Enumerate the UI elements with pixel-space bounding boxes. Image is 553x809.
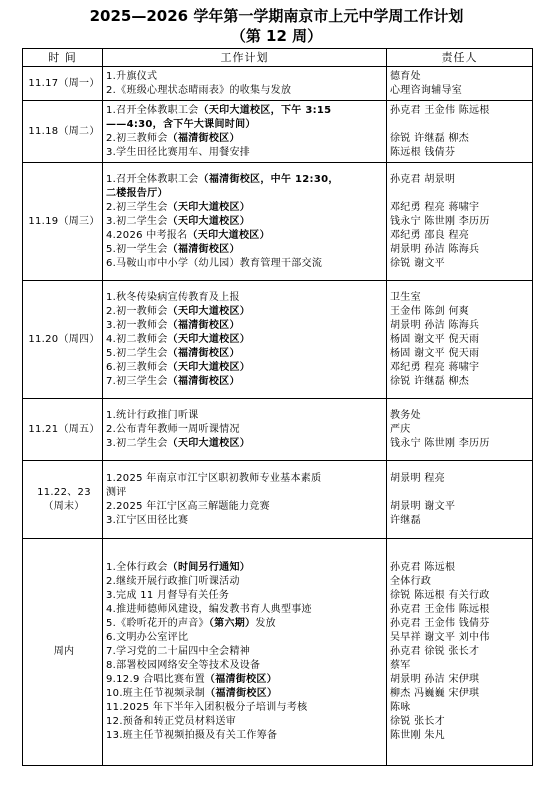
responsible-name: 邓纪勇 邵良 程亮 [390, 229, 470, 241]
plan-item [106, 603, 386, 617]
responsible-name: 杨固 谢文平 倪天雨 [390, 347, 480, 359]
responsible-name: 徐锐 许继磊 柳杰 [390, 375, 470, 387]
responsible-name [390, 486, 532, 500]
responsible-name: 蔡军 [390, 660, 411, 671]
plan-item-location: ——4:30，含下午大课间时间） [106, 118, 256, 130]
date-note: （周末） [43, 500, 85, 512]
plan-item-text: 12.预备和转正党员材料送审 [106, 716, 237, 727]
plan-item [106, 305, 386, 319]
responsible-name: 陈咏 [390, 702, 411, 713]
date-text: 周内 [53, 646, 75, 657]
plan-item-text: 1.2025 年南京市江宁区职初教师专业基本素质 [106, 472, 322, 484]
date-text: 11.20（周四） [28, 333, 100, 345]
plan-item [106, 84, 386, 98]
plan-item-text: 6.文明办公室评比 [106, 632, 189, 643]
plan-item [106, 423, 386, 437]
responsible-name: 钱永宁 陈世刚 李历历 [390, 215, 490, 227]
plan-item [106, 215, 386, 229]
date-cell [23, 281, 103, 399]
responsible-name [390, 118, 532, 132]
plan-item-text: 5.《聆听花开的声音》 [106, 618, 209, 629]
plan-item [106, 319, 386, 333]
plan-item [106, 347, 386, 361]
plan-item-location: （福清街校区） [167, 243, 240, 255]
responsible-name: 教务处 [390, 409, 421, 421]
plan-item [106, 409, 386, 423]
plan-cell [103, 163, 387, 281]
plan-item [106, 514, 386, 528]
plan-item-text: 3.完成 11 月督导有关任务 [106, 590, 230, 601]
plan-item-location: （天印大道校区） [167, 437, 251, 449]
plan-item-text: 2.公布青年教师一周听课情况 [106, 423, 240, 435]
date-cell [23, 539, 103, 766]
responsible-name: 徐锐 张长才 [390, 716, 445, 727]
plan-item [106, 361, 386, 375]
responsible-name: 徐锐 陈远根 有关行政 [390, 590, 490, 601]
responsible-name: 邓纪勇 程亮 蒋啸宇 [390, 361, 480, 373]
plan-item-location: （天印大道校区） [167, 215, 251, 227]
plan-item [106, 687, 386, 701]
plan-item-location: （福清街校区） [167, 347, 240, 359]
header-time: 时 间 [23, 49, 103, 67]
table-header-row [23, 49, 533, 67]
plan-cell [103, 281, 387, 399]
responsible-name: 孙克君 王金伟 陈远根 [390, 104, 490, 116]
plan-item [106, 173, 386, 187]
responsible-name: 陈世刚 朱凡 [390, 730, 445, 741]
plan-item [106, 729, 386, 743]
plan-item-text: 11.2025 年下半年入团积极分子培训与考核 [106, 702, 308, 713]
plan-item [106, 375, 386, 389]
responsible-name: 吴早祥 谢文平 刘中伟 [390, 632, 490, 643]
responsible-name: 王金伟 陈剑 何爽 [390, 305, 470, 317]
table-row [23, 461, 533, 539]
responsible-name [390, 187, 532, 201]
responsible-name: 德育处 [390, 70, 421, 82]
plan-item-text: 4.推进师德师风建设，编发教书育人典型事迹 [106, 604, 312, 615]
responsible-name: 柳杰 冯巍巍 宋伊琪 [390, 688, 480, 699]
table-row [23, 539, 533, 766]
responsible-name: 严庆 [390, 423, 411, 435]
plan-item-text: 7.学习党的二十届四中全会精神 [106, 646, 251, 657]
plan-item-text: 1.召开全体教职工会 [106, 173, 199, 185]
table-row [23, 67, 533, 101]
responsible-name: 孙克君 胡景明 [390, 173, 456, 185]
plan-item-location: （第六期） [208, 618, 256, 629]
plan-item-text: 1.统计行政推门听课 [106, 409, 199, 421]
plan-item-text: 6.初三教师会 [106, 361, 168, 373]
responsible-cell [387, 163, 533, 281]
plan-item [106, 715, 386, 729]
responsible-name: 徐锐 谢文平 [390, 257, 445, 269]
plan-item-text: 4.2026 中考报名 [106, 229, 188, 241]
table-row [23, 101, 533, 163]
plan-item-text: 7.初三学生会 [106, 375, 168, 387]
plan-cell [103, 67, 387, 101]
plan-item [106, 187, 386, 201]
header-plan: 工作计划 [103, 49, 387, 67]
plan-item [106, 201, 386, 215]
plan-item [106, 257, 386, 271]
plan-item-location: （天印大道校区） [167, 201, 251, 213]
plan-cell [103, 539, 387, 766]
plan-cell [103, 461, 387, 539]
plan-item-location: （福清街校区） [205, 688, 278, 699]
responsible-cell [387, 539, 533, 766]
plan-item-text: 1.秋冬传染病宣传教育及上报 [106, 291, 240, 303]
plan-item [106, 486, 386, 500]
plan-item-text: 1.升旗仪式 [106, 70, 158, 82]
plan-item [106, 291, 386, 305]
date-text: 11.18（周二） [28, 125, 100, 137]
responsible-cell [387, 67, 533, 101]
responsible-name: 孙克君 王金伟 钱倩芬 [390, 618, 490, 629]
responsible-name: 孙克君 王金伟 陈远根 [390, 604, 490, 615]
responsible-name: 孙克君 徐锐 张长才 [390, 646, 480, 657]
responsible-name: 邓纪勇 程亮 蒋啸宇 [390, 201, 480, 213]
responsible-name: 陈远根 钱倩芬 [390, 146, 456, 158]
responsible-name: 胡景明 程亮 [390, 472, 445, 484]
responsible-name: 胡景明 孙洁 宋伊琪 [390, 674, 480, 685]
plan-item-location: （天印大道校区） [167, 361, 251, 373]
plan-item [106, 146, 386, 160]
plan-item [106, 437, 386, 451]
responsible-name: 胡景明 谢文平 [390, 500, 456, 512]
header-responsible: 责任人 [387, 49, 533, 67]
date-text: 11.21（周五） [28, 423, 100, 435]
plan-item-text: 10.班主任节视频录制 [106, 688, 206, 699]
plan-item-text: 测评 [106, 486, 127, 498]
plan-item-location: （天印大道校区） [167, 333, 251, 345]
plan-item [106, 118, 386, 132]
plan-item-location: （福清街校区） [167, 319, 240, 331]
date-text: 11.19（周三） [28, 215, 100, 227]
plan-item [106, 70, 386, 84]
responsible-name: 钱永宁 陈世刚 李历历 [390, 437, 490, 449]
week-subtitle: （第 12 周） [230, 27, 323, 45]
plan-item-text: 发放 [255, 618, 276, 629]
table-row [23, 281, 533, 399]
plan-item-text: 3.初一教师会 [106, 319, 168, 331]
plan-item-text: 3.学生田径比赛用车、用餐安排 [106, 146, 251, 158]
date-cell [23, 461, 103, 539]
plan-item [106, 472, 386, 486]
responsible-name: 胡景明 孙洁 陈海兵 [390, 319, 480, 331]
plan-item-location: （福清街校区） [167, 132, 240, 144]
date-cell [23, 399, 103, 461]
responsible-name: 孙克君 陈远根 [390, 562, 456, 573]
plan-item [106, 229, 386, 243]
plan-item [106, 673, 386, 687]
date-text: 11.22、23 [37, 486, 91, 498]
plan-item-text: 1.全体行政会 [106, 562, 168, 573]
plan-item-text: 5.初一学生会 [106, 243, 168, 255]
plan-item [106, 243, 386, 257]
date-cell [23, 67, 103, 101]
plan-item [106, 561, 386, 575]
responsible-name: 徐锐 许继磊 柳杰 [390, 132, 470, 144]
plan-item-location: （福清街校区） [167, 375, 240, 387]
plan-item [106, 333, 386, 347]
plan-item-text: 2.初一教师会 [106, 305, 168, 317]
plan-item-text: 2.《班级心理状态晴雨表》的收集与发放 [106, 84, 292, 96]
table-row [23, 399, 533, 461]
plan-item-text: 4.初二教师会 [106, 333, 168, 345]
responsible-cell [387, 281, 533, 399]
plan-item-text: 3.江宁区田径比赛 [106, 514, 189, 526]
plan-item-location: 二楼报告厅） [106, 187, 168, 199]
plan-item-location: （天印大道校区） [187, 229, 270, 241]
plan-item-text: 6.马鞍山市中小学（幼儿园）教育管理干部交流 [106, 257, 323, 269]
weekly-plan-table [22, 48, 533, 766]
plan-item-text: 2.继续开展行政推门听课活动 [106, 576, 240, 587]
plan-cell [103, 101, 387, 163]
plan-item-location: （福清街校区） [204, 674, 277, 685]
plan-item-location: （天印大道校区，下午 3:15 [198, 104, 332, 116]
responsible-name: 卫生室 [390, 291, 421, 303]
responsible-name: 心理咨询辅导室 [390, 84, 463, 96]
plan-item-text: 2.初三教师会 [106, 132, 168, 144]
table-row [23, 163, 533, 281]
date-cell [23, 163, 103, 281]
date-cell [23, 101, 103, 163]
plan-item [106, 575, 386, 589]
plan-cell [103, 399, 387, 461]
plan-item-location: （时间另行通知） [167, 562, 251, 573]
plan-item [106, 701, 386, 715]
responsible-cell [387, 101, 533, 163]
plan-item-text: 3.初二学生会 [106, 215, 168, 227]
plan-item-text: 9.12.9 合唱比赛布置 [106, 674, 205, 685]
responsible-name: 胡景明 孙洁 陈海兵 [390, 243, 480, 255]
plan-item [106, 104, 386, 118]
responsible-name: 许继磊 [390, 514, 421, 526]
plan-item [106, 659, 386, 673]
plan-item-text: 2.2025 年江宁区高三解题能力竞赛 [106, 500, 270, 512]
date-text: 11.17（周一） [28, 77, 100, 89]
plan-item-text: 13.班主任节视频拍摄及有关工作筹备 [106, 730, 278, 741]
plan-item [106, 645, 386, 659]
plan-item-text: 3.初二学生会 [106, 437, 168, 449]
plan-item-text: 5.初二学生会 [106, 347, 168, 359]
plan-item [106, 500, 386, 514]
plan-item [106, 132, 386, 146]
plan-item [106, 617, 386, 631]
page-title: 2025—2026 学年第一学期南京市上元中学周工作计划 [89, 7, 464, 25]
plan-item-location: （天印大道校区） [167, 305, 251, 317]
plan-item [106, 631, 386, 645]
plan-item-text: 8.部署校园网络安全等技术及设备 [106, 660, 261, 671]
responsible-name: 杨固 谢文平 倪天雨 [390, 333, 480, 345]
responsible-cell [387, 399, 533, 461]
plan-item-text: 2.初三学生会 [106, 201, 168, 213]
plan-item [106, 589, 386, 603]
plan-item-text: 1.召开全体教职工会 [106, 104, 199, 116]
plan-item-location: （福清街校区，中午 12:30， [198, 173, 339, 185]
responsible-name: 全体行政 [390, 576, 432, 587]
responsible-cell [387, 461, 533, 539]
